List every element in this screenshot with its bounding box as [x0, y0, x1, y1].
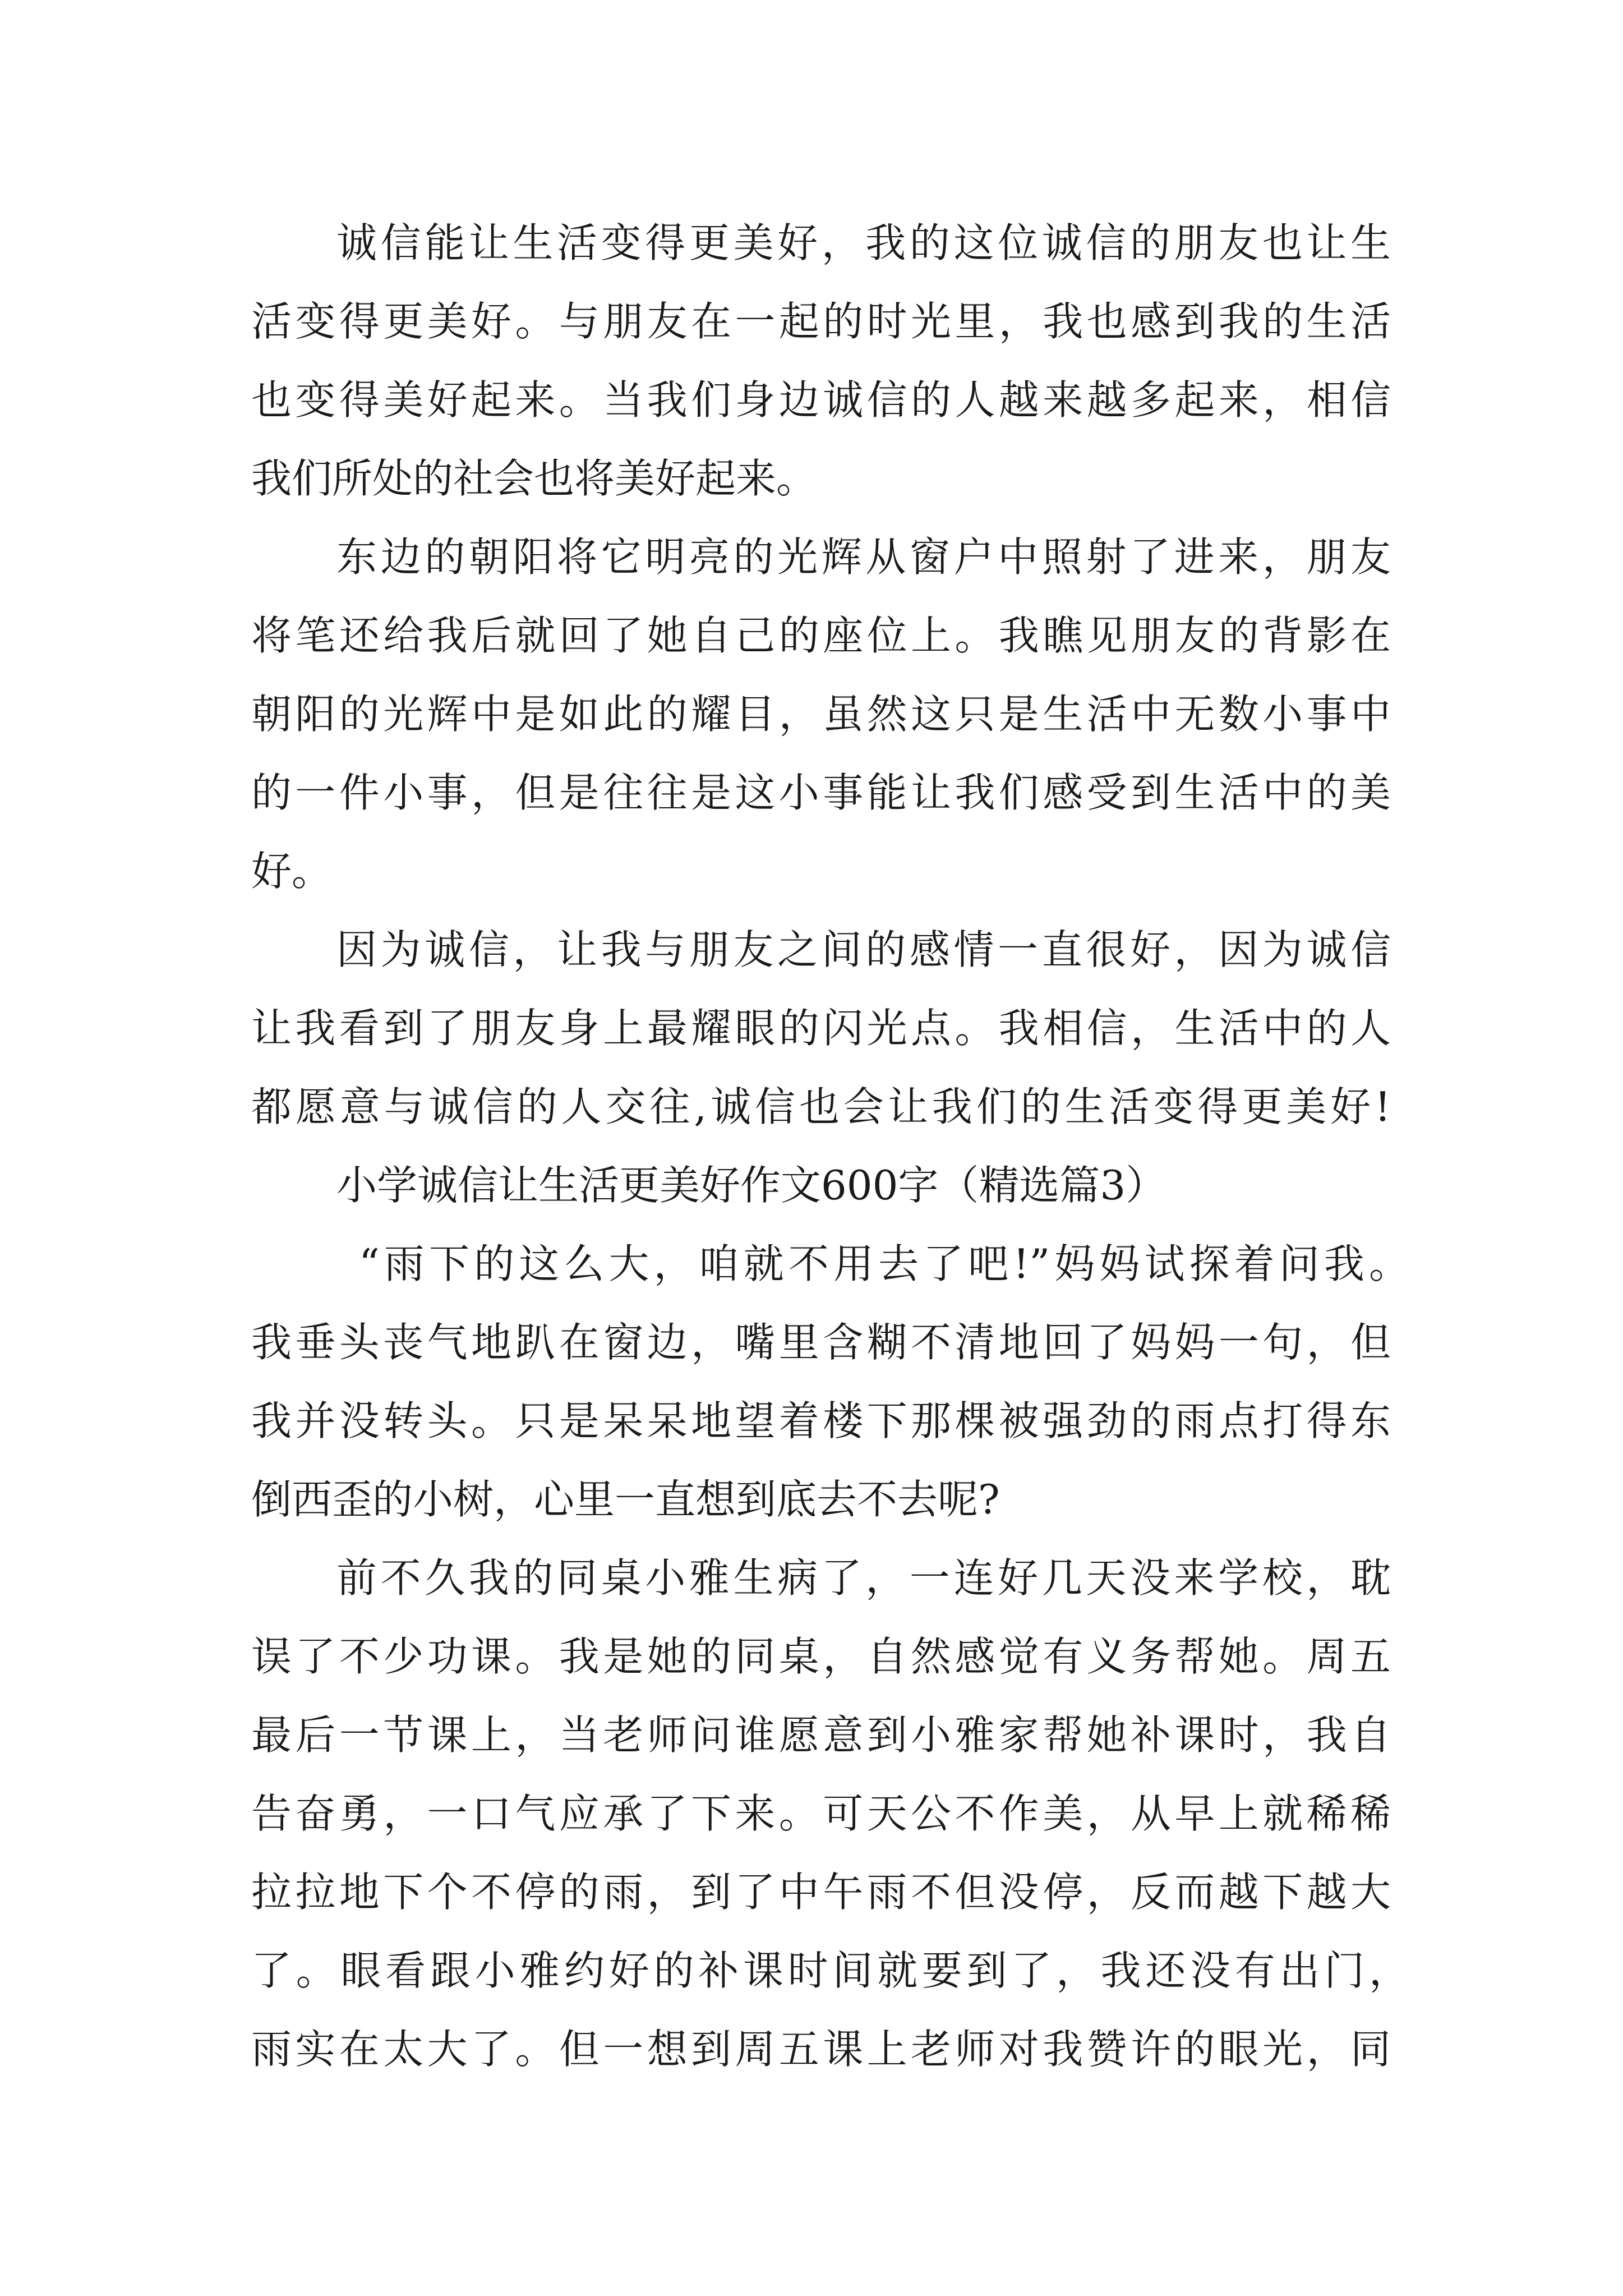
- paragraph-5-line-3: 最后一节课上，当老师问谁愿意到小雅家帮她补课时，我自: [251, 1711, 1391, 1759]
- paragraph-4-line-3: 我并没转头。只是呆呆地望着楼下那棵被强劲的雨点打得东: [251, 1397, 1391, 1444]
- paragraph-2-line-2: 将笔还给我后就回了她自己的座位上。我瞧见朋友的背影在: [251, 612, 1391, 659]
- section-heading: 小学诚信让生活更美好作文600字（精选篇3）: [336, 1162, 1166, 1209]
- paragraph-5-line-1: 前不久我的同桌小雅生病了，一连好几天没来学校，耽: [336, 1554, 1391, 1602]
- paragraph-3-line-2: 让我看到了朋友身上最耀眼的闪光点。我相信，生活中的人: [251, 1005, 1391, 1052]
- paragraph-2-line-5: 好。: [251, 848, 333, 895]
- paragraph-1-line-4: 我们所处的社会也将美好起来。: [251, 455, 817, 502]
- paragraph-1-line-2: 活变得更美好。与朋友在一起的时光里，我也感到我的生活: [251, 298, 1391, 345]
- paragraph-5-line-4: 告奋勇，一口气应承了下来。可天公不作美，从早上就稀稀: [251, 1790, 1391, 1837]
- paragraph-4-line-2: 我垂头丧气地趴在窗边，嘴里含糊不清地回了妈妈一句，但: [251, 1319, 1391, 1366]
- paragraph-5-line-2: 误了不少功课。我是她的同桌，自然感觉有义务帮她。周五: [251, 1633, 1391, 1680]
- paragraph-2-line-1: 东边的朝阳将它明亮的光辉从窗户中照射了进来，朋友: [336, 533, 1391, 581]
- paragraph-5-line-7: 雨实在太大了。但一想到周五课上老师对我赞许的眼光，同: [251, 2026, 1391, 2073]
- paragraph-5-line-6: 了。眼看跟小雅约好的补课时间就要到了，我还没有出门，: [251, 1947, 1409, 1994]
- paragraph-4-line-4: 倒西歪的小树，心里一直想到底去不去呢?: [251, 1476, 1000, 1523]
- paragraph-3-line-1: 因为诚信，让我与朋友之间的感情一直很好，因为诚信: [336, 926, 1391, 973]
- paragraph-2-line-4: 的一件小事，但是往往是这小事能让我们感受到生活中的美: [251, 769, 1391, 816]
- paragraph-5-line-5: 拉拉地下个不停的雨，到了中午雨不但没停，反而越下越大: [251, 1869, 1391, 1916]
- paragraph-2-line-3: 朝阳的光辉中是如此的耀目，虽然这只是生活中无数小事中: [251, 691, 1391, 738]
- paragraph-1-line-3: 也变得美好起来。当我们身边诚信的人越来越多起来，相信: [251, 376, 1391, 424]
- paragraph-3-line-3: 都愿意与诚信的人交往,诚信也会让我们的生活变得更美好!: [251, 1083, 1391, 1130]
- paragraph-1-line-1: 诚信能让生活变得更美好，我的这位诚信的朋友也让生: [336, 219, 1391, 266]
- paragraph-4-line-1: “雨下的这么大，咱就不用去了吧!”妈妈试探着问我。: [359, 1240, 1409, 1287]
